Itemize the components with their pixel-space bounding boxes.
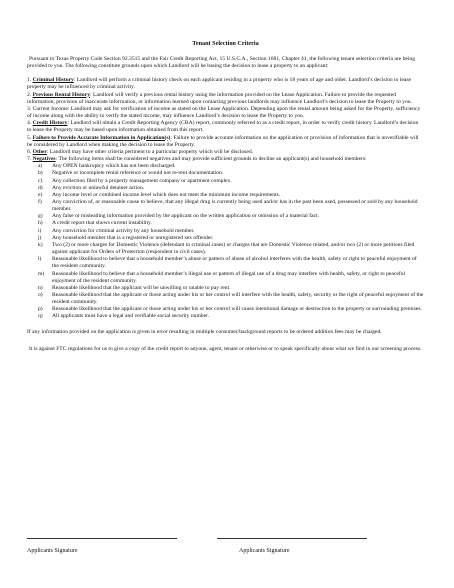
document-title: Tenant Selection Criteria bbox=[192, 40, 259, 47]
negatives-list bbox=[38, 163, 424, 320]
criteria-section-6: 6. Other: Landlord may have other criteria pertinent to a particular property which will be disclosed. bbox=[27, 148, 254, 155]
list-item: n) Reasonable likelihood that the applicant will be unwilling or unable to pay rent. bbox=[38, 284, 231, 291]
list-item: e) Any income level or combined income level which does not meet the minimum income requirements. bbox=[38, 191, 281, 198]
list-item: o) Reasonable likelihood that the applicant or those acting under his or her control will interfere with the health, safety, security or the right of peaceful enjoyment of the resident community. bbox=[38, 292, 424, 306]
list-item: q) All applicants must have a legal and verifiable social security number. bbox=[38, 313, 210, 320]
list-item: g) Any false or misleading information provided by the applicant on the written application or omission of a material fact. bbox=[38, 213, 320, 220]
list-item: f) Any conviction of, or reasonable cause to believe, that any illegal drug is currently being used and/or has in the past been used, possessed or sold by any household member. bbox=[38, 198, 418, 213]
criteria-heading: Criminal History bbox=[32, 77, 74, 84]
signature-line[interactable] bbox=[217, 538, 367, 539]
list-item: m) Reasonable likelihood to believe that a household member’s illegal use or pattern of illegal use of a drug may interfere with health, safety, or right to peaceful enjoyment of the resident community. bbox=[38, 270, 406, 284]
signature-line[interactable] bbox=[27, 538, 177, 539]
signature-block bbox=[27, 538, 427, 568]
list-item: i) Any conviction for criminal activity by any household member. bbox=[38, 227, 195, 234]
list-item: k) Two (2) or more charges for Domestic Violence (defendant in criminal cases) or charges that are Domestic Violence related, and/or two (2) or more petitions filed against applicant for Orders of Protection (respondent in civil cases). bbox=[38, 241, 415, 256]
intro-paragraph: Pursuant to Texas Property Code Section 92.3515 and the Fair Credit Reporting Act, 15 U.S.C.A., Section 1681, Chapter 41, the following tenant selection criteria are being provided to you. The following constitute grounds upon which Landlord will be basing the decision to lease a property to an applicant: bbox=[27, 56, 416, 70]
list-item: c) Any collection filed by a property management company or apartment complex. bbox=[38, 177, 232, 184]
criteria-section-2: 2. Previous Rental History: Landlord will verify a previous rental history using the information provided on the Lease Application. Failure to provide the requested information, provision of inaccurate information, or information learned upon contacting previous landlords may influence Landlord’s decision to lease the Property to you. bbox=[27, 91, 412, 105]
list-item: d) Any eviction or unlawful detainer action. bbox=[38, 184, 145, 191]
ftc-note: It is against FTC regulations for us to give a copy of the credit report to anyone, agent, tenant or otherwise or to speak specifically about what we find in our screening process. bbox=[29, 345, 422, 352]
criteria-section-4: 4. Credit History: Landlord will obtain a Credit Reporting Agency (CRA) report, commonly referred to as a credit report, in order to verify credit history. Landlord’s decision to lease the Property may be based upon information obtained from this report. bbox=[27, 120, 419, 134]
criteria-section-7: 7. Negatives: The following items shall be considered negatives and may provide sufficient grounds to decline an applicant(s) and household members: bbox=[27, 156, 367, 163]
error-fee-note: If any information provided on the application is given in error resulting in multiple consumer/background reports to be ordered addition fees may be charged. bbox=[27, 328, 382, 335]
list-item: b) Negative or incomplete rental reference or would not re-rent documentation. bbox=[38, 170, 224, 177]
criteria-section-1: 1. Criminal History: Landlord will perform a criminal history check on each applicant residing in a property who is 18 years of age and older. Landlord’s decision to lease property may be influenced by criminal activity. bbox=[27, 77, 412, 91]
list-item: a) Any OPEN bankruptcy which has not been discharged. bbox=[38, 163, 176, 170]
criteria-heading: Credit History bbox=[32, 120, 68, 127]
criteria-section-5: 5. Failure to Provide Accurate Information in Application(s): Failure to provide accurate information on the application or provision of information that is unverifiable will be considered by Landlord when making the decision to lease the Property. bbox=[27, 134, 419, 148]
criteria-heading: Other bbox=[32, 148, 47, 155]
signature-label: Applicants Signature bbox=[239, 548, 290, 554]
list-item: p) Reasonable likelihood that the applicant or those acting under his or her control will cause intentional damage or destruction to the property or surrounding premises. bbox=[38, 306, 422, 313]
criteria-heading: Negatives bbox=[32, 156, 56, 163]
criteria-heading: Previous Rental History bbox=[32, 91, 90, 98]
criteria-section-3: 3. Current Income: Landlord may ask for verification of income as stated on the Lease Application. Depending upon the rental amount being asked for the Property, sufficiency of income along with the ability to verify the stated income, may influence Landlord’s decision to lease the Property to you. bbox=[27, 105, 421, 120]
list-item: j) Any household member that is a registered or unregistered sex offender. bbox=[38, 234, 214, 241]
list-item: h) A credit report that shows current instability. bbox=[38, 220, 152, 227]
list-item: l) Reasonable likelihood to believe that a household member’s abuse or pattern of abuse of alcohol interferes with the health, safety or right to peaceful enjoyment of the resident community. bbox=[38, 256, 417, 270]
signature-label: Applicants Signature bbox=[27, 548, 78, 554]
criteria-heading: Failure to Provide Accurate Information in Application(s) bbox=[32, 134, 171, 141]
